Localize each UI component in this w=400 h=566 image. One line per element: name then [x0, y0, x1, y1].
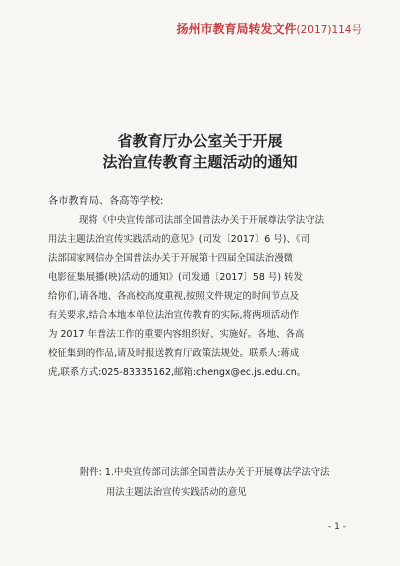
body-line: 用法主题法治宣传实践活动的意见》(司发〔2017〕6 号)、《司 — [48, 234, 311, 245]
forwarding-stamp-printed: 扬州市教育局转发文件 — [176, 22, 297, 36]
body-line: 有关要求,结合本地本单位法治宣传教育的实际,将两项活动作 — [48, 310, 300, 321]
forwarding-stamp-handwritten-number: (2017)114号 — [296, 24, 362, 36]
salutation: 各市教育局、各高等学校: — [48, 196, 164, 207]
attachment-line-1: 附件: 1.中央宣传部司法部全国普法办关于开展尊法学法守法 — [80, 467, 330, 478]
document-title-line-2: 法治宣传教育主题活动的通知 — [102, 153, 298, 171]
attachment-line-2: 用法主题法治宣传实践活动的意见 — [106, 487, 247, 498]
body-line: 电影征集展播(映)活动的通知》(司发通〔2017〕58 号) 转发 — [48, 272, 303, 283]
page-number: - 1 - — [328, 522, 346, 532]
body-line: 现将《中央宣传部司法部全国普法办关于开展尊法学法守法 — [79, 215, 325, 226]
body-line: 为 2017 年普法工作的重要内容组织好、实施好。各地、各高 — [48, 329, 305, 340]
body-line: 给你们,请各地、各高校高度重视,按照文件规定的时间节点及 — [48, 291, 300, 302]
body-line: 虎,联系方式:025-83335162,邮箱:chengx@ec.js.edu.cn。 — [48, 367, 307, 378]
body-line: 校征集到的作品,请及时报送教育厅政策法规处。联系人:蒋成 — [48, 348, 300, 359]
body-line: 法部国家网信办全国普法办关于开展第十四届全国法治漫微 — [48, 253, 294, 264]
document-title-line-1: 省教育厅办公室关于开展 — [117, 132, 283, 150]
forwarding-stamp — [177, 20, 362, 37]
